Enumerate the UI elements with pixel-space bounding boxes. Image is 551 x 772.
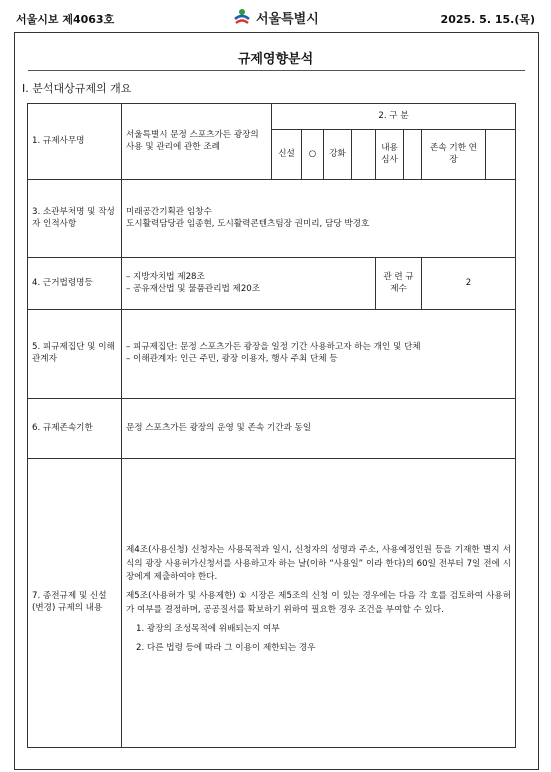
related-reg-label: 관 련 규제수 bbox=[376, 258, 422, 310]
division-review-mark bbox=[404, 130, 422, 180]
related-reg-count: 2 bbox=[422, 258, 516, 310]
law-line: – 공유재산법 및 물품관리법 제20조 bbox=[126, 283, 261, 294]
section-heading: Ⅰ. 분석대상규제의 개요 bbox=[22, 82, 132, 95]
page-title: 규제영향분석 bbox=[237, 52, 314, 67]
division-label: 2. 구 분 bbox=[272, 104, 516, 130]
issue-date: 2025. 5. 15.(목) bbox=[440, 13, 535, 26]
dept-line: 도시활력담당관 임종현, 도시활력콘텐츠팀장 권미리, 담당 박경호 bbox=[126, 218, 370, 229]
division-strengthen-mark bbox=[352, 130, 376, 180]
page-header bbox=[0, 0, 551, 34]
reg-name-value: 서울특별시 문정 스포츠가든 광장의 사용 및 관리에 관한 조례 bbox=[122, 104, 272, 180]
division-new-mark: ○ bbox=[302, 130, 324, 180]
division-new: 신설 bbox=[272, 130, 302, 180]
article-5-item: 1. 광장의 조성목적에 위배되는지 여부 bbox=[136, 623, 280, 634]
dept-value bbox=[122, 180, 516, 258]
target-line: – 이해관계자: 인근 주민, 광장 이용자, 행사 주최 단체 등 bbox=[126, 354, 338, 364]
reg-name-label: 1. 규제사무명 bbox=[28, 104, 122, 180]
gazette-number: 서울시보 제4063호 bbox=[16, 13, 115, 26]
article-5-item: 2. 다른 법령 등에 따라 그 이용이 제한되는 경우 bbox=[136, 643, 316, 654]
seoul-logo-icon bbox=[232, 7, 252, 27]
article-5: 제5조(사용허가 및 사용제한) ① 시장은 제5조의 신청 이 있는 경우에는 다음 각 호를 검토하여 사용허가 여부를 결정하며, 공공질서를 확보하기 위하여 필요한 경우 조건을 부여할 수 있다. bbox=[126, 591, 512, 615]
dept-label: 3. 소관부처명 및 작성자 인적사항 bbox=[28, 180, 122, 258]
division-review: 내용 심사 bbox=[376, 130, 404, 180]
content-label: 7. 종전규제 및 신설(변경) 규제의 내용 bbox=[28, 459, 122, 748]
target-label: 5. 피규제집단 및 이해관계자 bbox=[28, 310, 122, 399]
division-extension-mark bbox=[486, 130, 516, 180]
content-value bbox=[122, 459, 516, 748]
article-4: 제4조(사용신청) 신청자는 사용목적과 일시, 신청자의 성명과 주소, 사용예정인원 등을 기재한 별지 서식의 광장 사용허가신청서를 사용하고자 하는 날(이하 “사용일” 이라 한다)의 60일 전부터 7일 전에 시장에게 제출하여야 한다. bbox=[126, 545, 512, 583]
dept-line: 미래공간기획관 임창수 bbox=[126, 206, 212, 217]
logo-text: 서울특별시 bbox=[256, 11, 319, 27]
law-label: 4. 근거법령명등 bbox=[28, 258, 122, 310]
seoul-logo bbox=[232, 6, 319, 28]
division-extension: 존속 기한 연장 bbox=[422, 130, 486, 180]
period-value: 문정 스포츠가든 광장의 운영 및 존속 기간과 동일 bbox=[122, 399, 516, 459]
target-value bbox=[122, 310, 516, 399]
title-divider bbox=[28, 70, 525, 71]
division-strengthen: 강화 bbox=[324, 130, 352, 180]
law-line: – 지방자치법 제28조 bbox=[126, 271, 205, 282]
regulation-overview-table bbox=[27, 103, 516, 748]
target-line: – 피규제집단: 문정 스포츠가든 광장을 일정 기간 사용하고자 하는 개인 및 단체 bbox=[126, 342, 421, 353]
period-label: 6. 규제존속기한 bbox=[28, 399, 122, 459]
law-value bbox=[122, 258, 376, 310]
